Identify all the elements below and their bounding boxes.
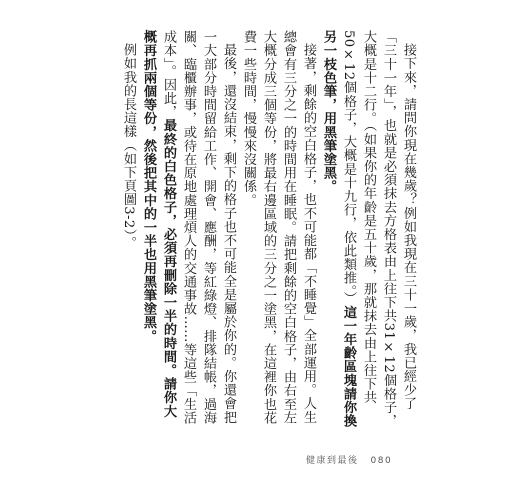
paragraph-1-emphasis: 這一年齡區塊請你換另一枝色筆，用黑筆塗黑。 bbox=[321, 30, 356, 428]
paragraph-3-emphasis: 最終的白色格子，必須再刪除一半的時間。請你大概再抓兩個等份，然後把其中的一半也用黑筆塗黑。 bbox=[141, 30, 176, 418]
paragraph-2: 接著，剩餘的空白格子，也不可能都「不睡覺」全部運用。人生總會有三分之一的時間用在睡眠。請把剩餘的空白格子，由右至左大概分成三個等份，將最右邊區域的三分之一塗黑，在這裡你也花費一些時間，慢慢來沒關係。 bbox=[241, 30, 316, 425]
running-title: 健康到最後 bbox=[306, 456, 359, 466]
paragraph-3 bbox=[138, 30, 238, 430]
paragraph-3-text: 最後，還沒結束，剩下的格子也不可能全是屬於你的。你還會把一大部分時間留給工作、開會、應酬，等紅綠燈、排隊結帳，過海關、臨櫃辦事，或待在原地處理煩人的交通事故……等這些「生活成本」。因此， bbox=[161, 30, 236, 425]
paragraph-1-text: 接下來，請問你現在幾歲？例如我現在三十一歲，我已經少了「三十一年」，也就是必須抹去方格表由上往下共31×12個格子，大概是十二行。（如果你的年齡是五十歲，那就抹去由上往下共50×12個格子，大概是十九行，依此類推。） bbox=[341, 30, 416, 428]
page-number: 080 bbox=[370, 456, 393, 466]
paragraph-1 bbox=[318, 30, 418, 430]
paragraph-4: 例如我的長這樣（如下頁圖3-2）。 bbox=[121, 43, 136, 250]
vertical-text-block bbox=[121, 30, 418, 430]
page-footer bbox=[306, 453, 392, 466]
